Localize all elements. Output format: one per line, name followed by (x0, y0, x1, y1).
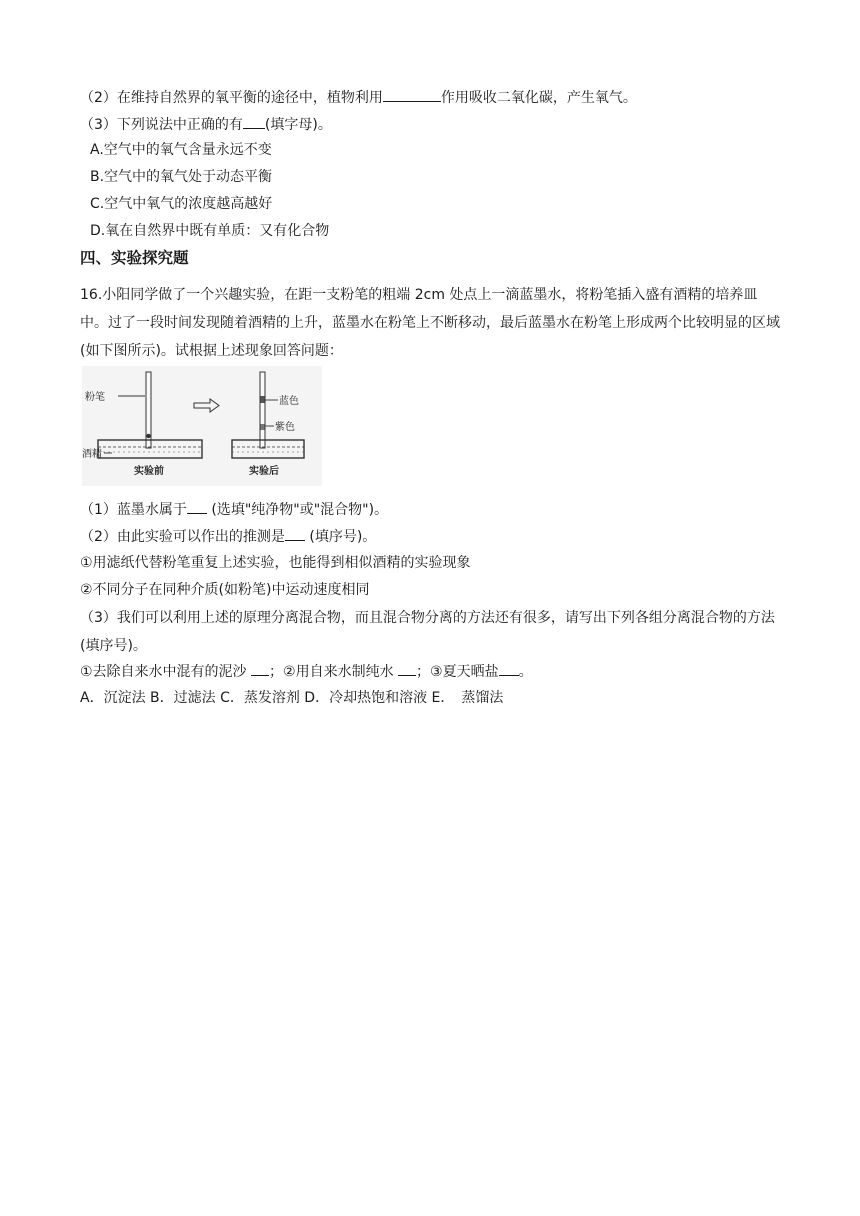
q15-part3-before: （3）下列说法中正确的有 (80, 117, 243, 133)
q15-part3-after: (填字母)。 (264, 117, 332, 133)
line-q16-part2 (80, 526, 376, 547)
section-title: 四、实验探究题 (80, 249, 189, 267)
line-q16-fill (80, 661, 533, 682)
q16-stem: 16.小阳同学做了一个兴趣实验，在距一支粉笔的粗端 2cm 处点上一滴蓝墨水，将粉笔插入盛有酒精的培养皿中。过了一段时间发现随着酒精的上升，蓝墨水在粉笔上不断移动，最后蓝墨水在粉笔上形成两个比较明显的区域(如下图所示)。试根据上述现象回答问题： (80, 287, 780, 359)
choices-line: A．沉淀法 B．过滤法 C．蒸发溶剂 D．冷却热饱和溶液 E． 蒸馏法 (80, 690, 504, 706)
before-caption: 实验前 (134, 466, 164, 477)
alcohol-label: 酒精 (82, 449, 102, 460)
q15-part2-after: 作用吸收二氧化碳，产生氧气。 (440, 90, 637, 106)
answer-blank (243, 114, 265, 129)
q16-part3: （3）我们可以利用上述的原理分离混合物，而且混合物分离的方法还有很多，请写出下列各组分离混合物的方法(填序号)。 (80, 610, 775, 654)
after-caption: 实验后 (249, 466, 279, 477)
chalk-after (260, 372, 265, 448)
fill-c: ；③夏天晒盐 (416, 664, 499, 680)
answer-blank (499, 661, 519, 676)
chalk-label: 粉笔 (85, 392, 105, 403)
answer-blank (285, 526, 305, 541)
fill-end: 。 (518, 664, 533, 680)
line-q15-part2 (80, 87, 637, 108)
purple-label: 紫色 (275, 422, 295, 433)
claim-1: ①用滤纸代替粉笔重复上述实验，也能得到相似酒精的实验现象 (80, 555, 471, 571)
line-q16-part1 (80, 499, 388, 520)
answer-blank (383, 87, 441, 102)
option-a: A.空气中的氧气含量永远不变 (90, 142, 272, 158)
q16-part1-before: （1）蓝墨水属于 (80, 502, 187, 518)
option-c: C.空气中氧气的浓度越高越好 (90, 196, 273, 212)
blue-label: 蓝色 (279, 396, 299, 407)
q15-part2-before: （2）在维持自然界的氧平衡的途径中，植物利用 (80, 90, 383, 106)
fill-b: ；②用自来水制纯水 (269, 664, 394, 680)
answer-blank (398, 661, 416, 676)
chalk-before (146, 372, 151, 448)
experiment-figure (82, 366, 322, 486)
option-d: D.氧在自然界中既有单质：又有化合物 (90, 223, 330, 239)
answer-blank (187, 499, 207, 514)
option-b: B.空气中的氧气处于动态平衡 (90, 169, 273, 185)
q16-part1-after: (选填"纯净物"或"混合物")。 (206, 502, 389, 518)
q16-part2-after: (填序号)。 (304, 529, 377, 545)
claim-2: ②不同分子在同种介质(如粉笔)中运动速度相同 (80, 582, 370, 598)
q16-part2-before: （2）由此实验可以作出的推测是 (80, 529, 285, 545)
answer-blank (251, 661, 269, 676)
fill-a: ①去除自来水中混有的泥沙 (80, 664, 247, 680)
line-q15-part3 (80, 114, 332, 135)
